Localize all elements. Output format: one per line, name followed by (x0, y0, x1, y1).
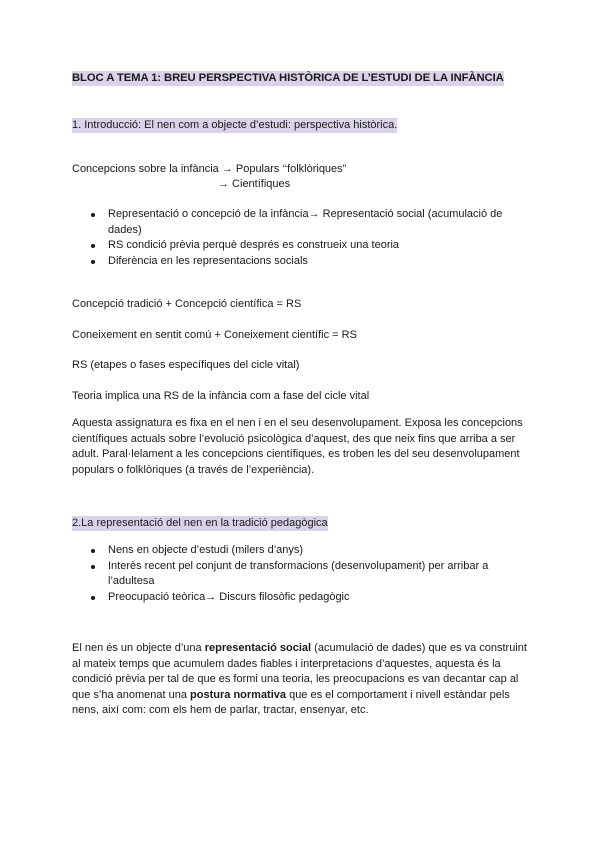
section-2-heading: 2.La representació del nen en la tradició pedagògica (72, 517, 328, 529)
section-2-bullet-list (90, 543, 520, 605)
bold-term-representacio-social: representació social (204, 642, 312, 654)
document-title: BLOC A TEMA 1: BREU PERSPECTIVA HISTÒRICA DE L’ESTUDI DE LA INFÀNCIA (72, 72, 504, 84)
section-1-bullet-list (90, 207, 520, 269)
paragraph-text: El nen és un objecte d’una (72, 642, 205, 654)
list-item: Diferència en les representacions socials (90, 254, 520, 270)
concepcions-line: Concepcions sobre la infància → Populars ‘‘folklòriques” (72, 163, 347, 175)
section-1-paragraph: Aquesta assignatura es fixa en el nen i en el seu desenvolupament. Exposa les concepcions científiques actuals sobre l’evolució psicològica d’aquest, des que neix fins que arriba a ser adult. Paral·lelament a les concepcions científiques, es troben les del seu desenvolupament populars o folklòriques (a través de l’experiència). (72, 417, 523, 476)
section-2-paragraph (72, 641, 534, 719)
list-item: RS condició prèvia perquè després es construeix una teoria (90, 238, 520, 254)
section-1-heading: 1. Introducció: El nen com a objecte d’estudi: perspectiva històrica. (72, 119, 398, 131)
list-item: Interès recent pel conjunt de transformacions (desenvolupament) per arribar a l’adultesa (90, 559, 520, 590)
list-item: Preocupació teòrica→ Discurs filosòfic pedagògic (90, 590, 520, 606)
bold-term-postura-normativa: postura normativa (190, 688, 287, 701)
paragraph-text: que es el comportament i nivell estàndar pels nens, així com: com els hem de parlar, tractar, ensenyar, etc. (72, 688, 510, 717)
concepcions-cientifiques: → Científiques (218, 178, 291, 190)
list-item: Nens en objecte d’estudi (milers d’anys) (90, 543, 520, 559)
paragraph-text: (acumulació de dades) que es va construint al mateix temps que acumulem dades fiables i interpretacions d’aquestes, aquesta és la condició prèvia per tal de que es formi una teoria, les preocupacions es van decantar cap al que s’ha anomenat una (72, 642, 527, 701)
rs-definition: RS (etapes o fases específiques del cicle vital) (72, 359, 300, 371)
teoria-line: Teoria implica una RS de la infància com a fase del cicle vital (72, 390, 370, 402)
equation-rs-2: Coneixement en sentit comú + Coneixement científic = RS (72, 329, 357, 341)
equation-rs-1: Concepció tradició + Concepció científica = RS (72, 298, 302, 310)
list-item: Representació o concepció de la infància→ Representació social (acumulació de dades) (90, 207, 520, 238)
